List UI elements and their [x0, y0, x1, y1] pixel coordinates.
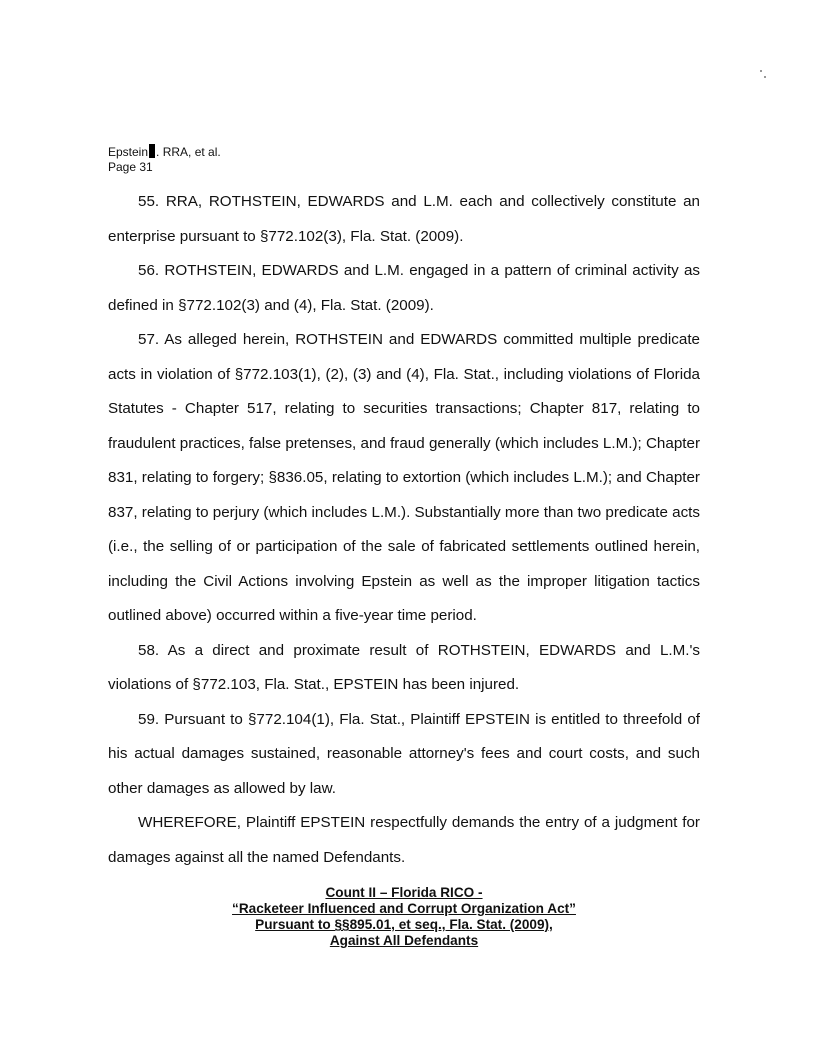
- paragraph-55: 55. RRA, ROTHSTEIN, EDWARDS and L.M. each and collectively constitute an enterprise pursuant to §772.102(3), Fla. Stat. (2009).: [108, 193, 700, 245]
- paragraph-56: 56. ROTHSTEIN, EDWARDS and L.M. engaged in a pattern of criminal activity as defined in §772.102(3) and (4), Fla. Stat. (2009).: [108, 262, 700, 314]
- count-defendants: Against All Defendants: [329, 933, 479, 948]
- page-header: [108, 144, 221, 175]
- case-caption-suffix: . RRA, et al.: [156, 145, 221, 159]
- paragraph-57: 57. As alleged herein, ROTHSTEIN and EDWARDS committed multiple predicate acts in violation of §772.103(1), (2), (3) and (4), Fla. Stat., including violations of Florida Statutes - Chapter 517, relating to securities transactions; Chapter 817, relating to fraudulent practices, false pretenses, and fraud generally (which includes L.M.); Chapter 831, relating to forgery; §836.05, relating to extortion (which includes L.M.); and Chapter 837, relating to perjury (which includes L.M.). Substantially more than two predicate acts (i.e., the selling of or participation of the sale of fabricated settlements outlined herein, including the Civil Actions involving Epstein as well as the improper litigation tactics outlined above) occurred within a five-year time period.: [108, 331, 700, 624]
- case-caption-prefix: Epstein: [108, 145, 149, 159]
- case-caption: [108, 144, 221, 160]
- count-act-name: “Racketeer Influenced and Corrupt Organization Act”: [232, 901, 576, 916]
- document-body: [108, 185, 700, 875]
- paragraph-59: 59. Pursuant to §772.104(1), Fla. Stat., Plaintiff EPSTEIN is entitled to threefold of his actual damages sustained, reasonable attorney's fees and court costs, and such other damages as allowed by law.: [108, 710, 700, 797]
- redaction-mark: [149, 144, 155, 158]
- count-statute: Pursuant to §§895.01, et seq., Fla. Stat. (2009),: [255, 917, 553, 932]
- page-number: Page 31: [108, 160, 153, 174]
- count-title: Count II – Florida RICO -: [325, 885, 483, 900]
- count-heading: [108, 885, 700, 949]
- scan-speck: [760, 70, 762, 72]
- scan-speck: [764, 76, 766, 78]
- paragraph-58: 58. As a direct and proximate result of ROTHSTEIN, EDWARDS and L.M.'s violations of §772.103, Fla. Stat., EPSTEIN has been injured.: [108, 641, 700, 693]
- wherefore-clause: WHEREFORE, Plaintiff EPSTEIN respectfully demands the entry of a judgment for damages against all the named Defendants.: [108, 814, 700, 866]
